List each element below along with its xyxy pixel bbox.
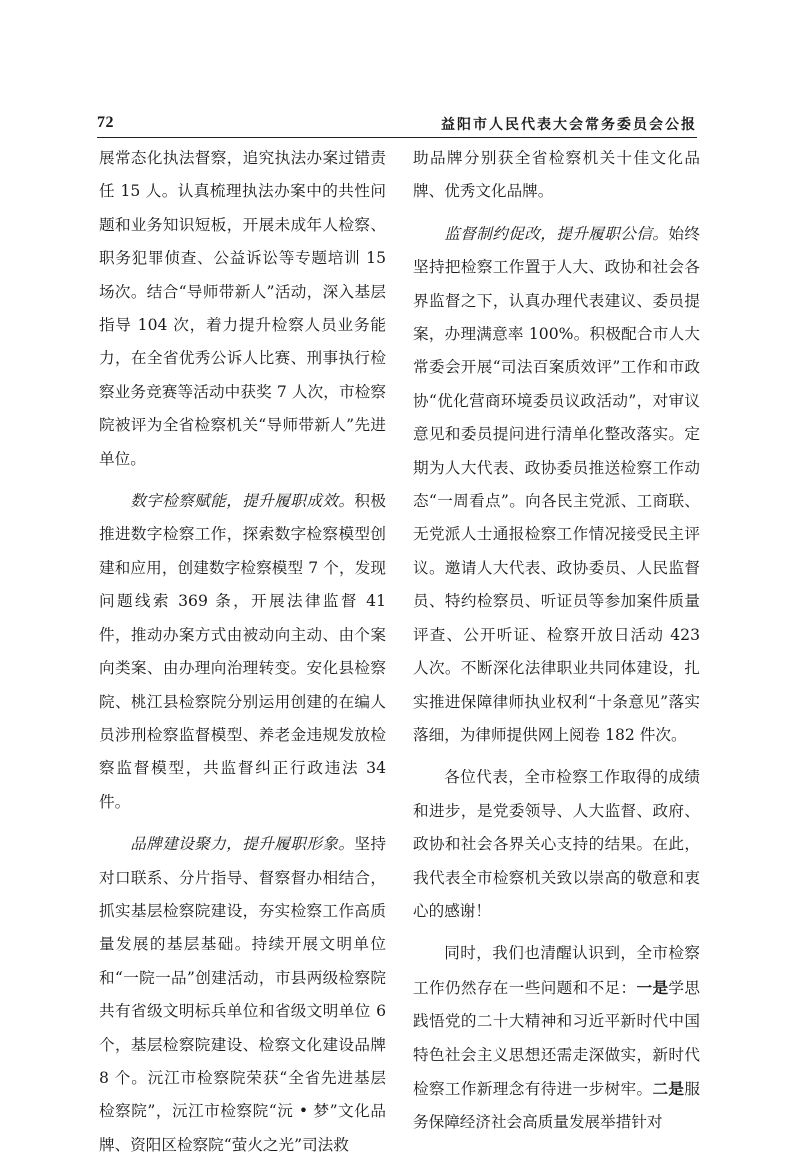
paragraph: 展常态化执法督察，追究执法办案过错责任 15 人。认真梳理执法办案中的共性问题和业务知识短板，开展未成年人检察、职务犯罪侦查、公益诉讼等专题培训 15 场次。结合“导师带新人”活动，深入基层指导 104 次，着力提升检察人员业务能力，在全省优秀公诉人比赛、刑事执行检察业务竞赛等活动中获奖 7 人次，市检察院被评为全省检察机关“导师带新人”先进单位。	[99, 149, 386, 468]
page-number: 72	[97, 114, 114, 131]
paragraph-body: 同时，我们也清醒认识到，全市检察工作仍然存在一些问题和不足：	[413, 944, 700, 997]
paragraph: 各位代表，全市检察工作取得的成绩和进步，是党委领导、人大监督、政府、政协和社会各界关心支持的结果。在此，我代表全市检察机关致以崇高的敬意和衷心的感谢！	[413, 768, 700, 920]
left-column	[99, 142, 386, 1162]
paragraph: 助品牌分别获全省检察机关十佳文化品牌、优秀文化品牌。	[413, 149, 700, 201]
paragraph-body: 积极推进数字检察工作，探索数字检察模型创建和应用，创建数字检察模型 7 个，发现问题线索 369 条，开展法律监督 41 件，推动办案方式由被动向主动、由个案向类案、由办理向治理转变。安化县检察院、桃江县检察院分别运用创建的在编人员涉刑检察监督模型、养老金违规发放检察监督模型，共监督纠正行政违法 34 件。	[99, 492, 386, 811]
paragraph-lead: 数字检察赋能，提升履职成效。	[130, 492, 355, 511]
paragraph	[413, 218, 700, 753]
point-marker: 二是	[652, 1078, 685, 1098]
paragraph	[99, 828, 386, 1162]
paragraph-body: 始终坚持把检察工作置于人大、政协和社会各界监督之下，认真办理代表建议、委员提案，办理满意率 100%。积极配合市人大常委会开展“司法百案质效评”工作和市政协“优化营商环境委员议政活动”，对审议意见和委员提问进行清单化整改落实。定期为人大代表、政协委员推送检察工作动态“一周看点”。向各民主党派、工商联、无党派人士通报检察工作情况接受民主评议。邀请人大代表、政协委员、人民监督员、特约检察员、听证员等参加案件质量评查、公开听证、检察开放日活动 423 人次。不断深化法律职业共同体建设，扎实推进保障律师执业权利“十条意见”落实落细，为律师提供网上阅卷 182 件次。	[413, 224, 700, 744]
paragraph	[413, 937, 700, 1139]
paragraph-lead: 监督制约促改，提升履职公信。	[444, 224, 669, 243]
running-title: 益阳市人民代表大会常务委员会公报	[441, 117, 697, 133]
paragraph-lead: 品牌建设聚力，提升履职形象。	[130, 835, 355, 854]
point-marker: 一是	[636, 977, 669, 997]
right-column	[413, 142, 700, 1140]
paragraph	[99, 485, 386, 819]
paragraph-body: 学思践悟党的二十大精神和习近平新时代中国特色社会主义思想还需走深做实，新时代检察工作新理念有待进一步树牢。	[413, 978, 700, 1098]
header-rule	[97, 137, 697, 138]
paragraph-body: 服务保障经济社会高质量发展举措针对	[413, 1079, 700, 1132]
page-header	[97, 114, 697, 136]
paragraph-body: 坚持对口联系、分片指导、督察督办相结合，抓实基层检察院建设，夯实检察工作高质量发展的基层基础。持续开展文明单位和“一院一品”创建活动，市县两级检察院共有省级文明标兵单位和省级文明单位 6 个，基层检察院建设、检察文化建设品牌 8 个。沅江市检察院荣获“全省先进基层检察院”，沅江市检察院“沅 • 梦”文化品牌、资阳区检察院“萤火之光”司法救	[99, 835, 386, 1154]
